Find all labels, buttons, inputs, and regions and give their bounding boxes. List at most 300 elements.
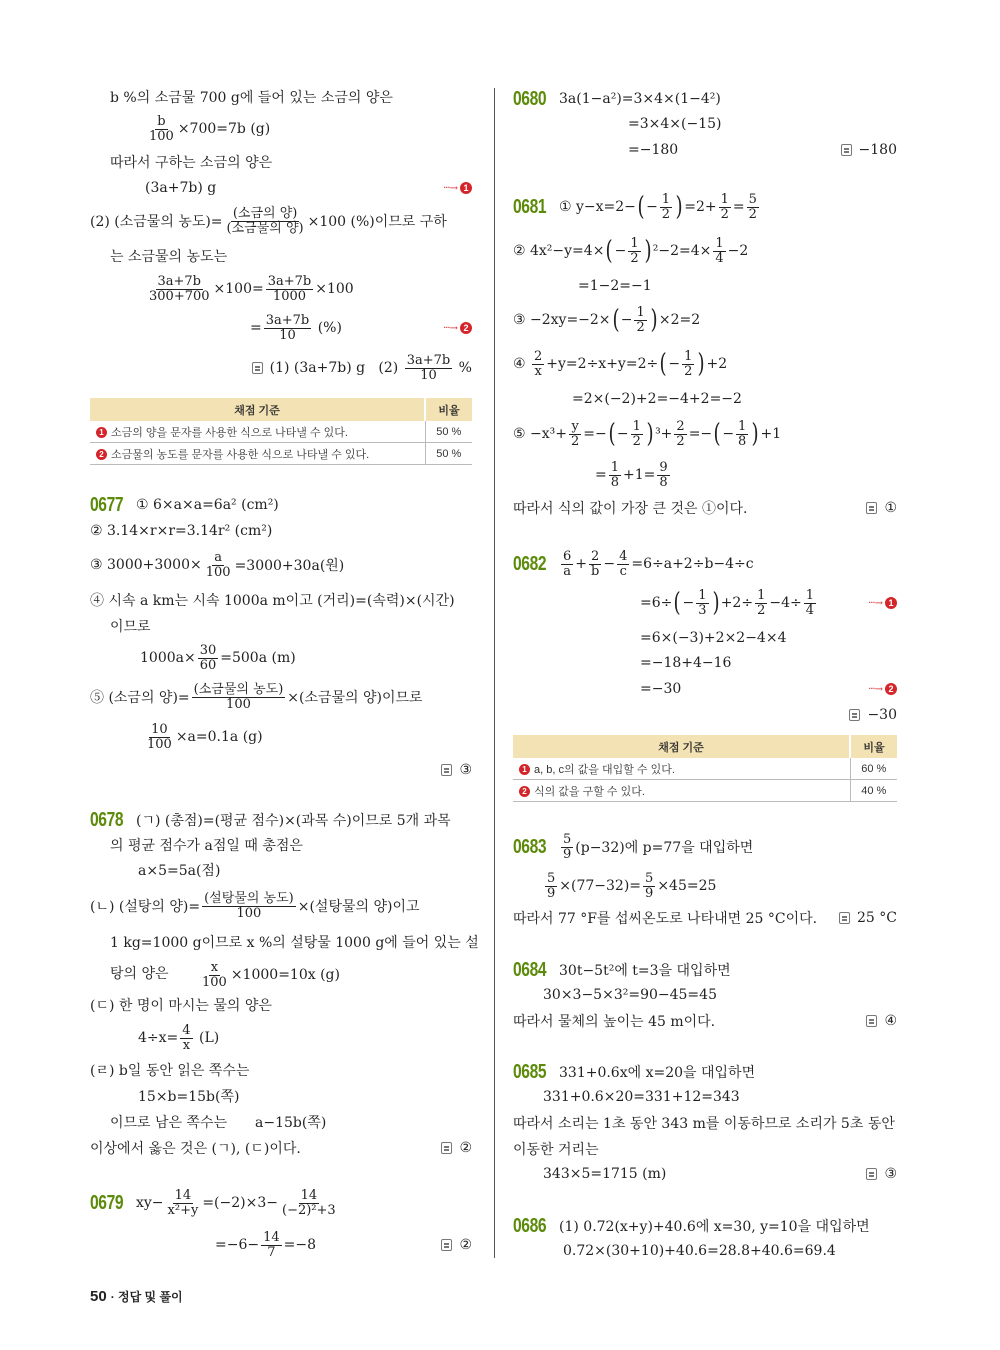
fraction — [266, 275, 314, 304]
answer — [441, 762, 472, 778]
numerator: 1 — [610, 459, 620, 475]
math-text: 따라서 식의 값이 가장 큰 것은 ①이다. — [513, 501, 748, 517]
solution-line — [250, 312, 342, 343]
math-text: b %의 소금물 700 g에 들어 있는 소금의 양은 — [110, 90, 393, 106]
answer-line — [441, 1135, 472, 1161]
denominator: 2 — [757, 602, 766, 618]
denominator: 100 — [149, 128, 174, 144]
solution-line — [572, 386, 742, 412]
numerator: 6 — [563, 548, 572, 564]
numerator: 4 — [619, 548, 628, 564]
big-parenthesis: ( — [659, 349, 667, 379]
math-text: 331+0.6×20=331+12=343 — [543, 1089, 740, 1105]
math-text: − — [620, 312, 633, 328]
criteria-header: 채점 기준 — [513, 735, 850, 758]
answer-text: (1) (3a+7b) g (2) — [269, 360, 403, 376]
fraction — [682, 350, 694, 379]
math-text: =6÷a+2÷b−4÷c — [631, 556, 754, 572]
math-text: =2×(−2)+2=−4+2=−2 — [572, 391, 742, 407]
math-text: 이므로 — [110, 619, 151, 635]
big-parenthesis: ( — [612, 305, 620, 335]
fraction — [631, 420, 643, 449]
numerator: 3a+7b — [157, 273, 202, 289]
problem-number: 0678 — [90, 808, 124, 831]
denominator: 2 — [676, 433, 685, 449]
answer — [252, 360, 403, 376]
solution-line — [138, 1083, 239, 1109]
solution-line — [90, 1057, 249, 1083]
problem-number: 0679 — [90, 1191, 124, 1214]
numerator: 4 — [182, 1022, 191, 1038]
grading-criteria-table — [90, 398, 472, 465]
table-row — [513, 758, 897, 780]
problem-0680 — [513, 86, 721, 112]
math-text: =3000+30a(원) — [234, 558, 345, 574]
math-text: (L) — [194, 1030, 220, 1046]
problem-number: 0685 — [513, 1060, 547, 1083]
footer-title: · 정답 및 풀이 — [110, 1290, 183, 1304]
criteria-text: 식의 값을 구할 수 있다. — [534, 785, 645, 798]
denominator: 2 — [630, 250, 639, 266]
solution-line — [138, 857, 220, 883]
denominator: b — [591, 563, 600, 579]
ratio-value: 50 % — [425, 443, 472, 465]
fraction — [280, 1189, 338, 1218]
solution-line — [90, 205, 447, 236]
denominator: 100 — [147, 736, 172, 752]
denominator: 9 — [563, 846, 572, 862]
math-text: =6÷ — [640, 595, 673, 611]
denominator: 8 — [610, 474, 620, 490]
solution-line — [543, 982, 717, 1008]
solution-line — [110, 1109, 227, 1135]
solution-line — [640, 587, 818, 618]
math-text: xy− — [136, 1195, 164, 1211]
answer-line — [866, 1008, 897, 1034]
answer — [441, 1140, 472, 1156]
denominator: x — [182, 1037, 191, 1053]
answer — [866, 1166, 897, 1182]
numerator: x — [210, 959, 219, 975]
solution-line — [513, 348, 728, 379]
answer — [866, 500, 897, 516]
denominator: 2 — [748, 206, 757, 222]
math-text: − — [616, 426, 629, 442]
denominator: a — [563, 563, 572, 579]
solution-line — [255, 1109, 326, 1135]
math-text: (ㄹ) b일 동안 읽은 쪽수는 — [90, 1063, 250, 1079]
numerator: 1 — [630, 235, 639, 251]
answer-text: −180 — [858, 142, 897, 158]
numerator: 14 — [174, 1187, 192, 1203]
math-text: 이동한 거리는 — [513, 1142, 599, 1158]
big-parenthesis: ( — [713, 419, 721, 449]
math-text: 따라서 77 °F를 섭씨온도로 나타내면 25 °C이다. — [513, 911, 818, 927]
denominator: 100 — [236, 905, 262, 921]
answer-icon — [849, 709, 860, 721]
math-text: +1 — [760, 426, 782, 442]
denominator: 4 — [805, 602, 815, 618]
column-divider — [494, 88, 495, 1258]
problem-number: 0681 — [513, 195, 547, 218]
step-marker — [443, 182, 472, 194]
problem-number: 0680 — [513, 87, 547, 110]
step-number-icon: 2 — [885, 683, 897, 695]
numerator: 2 — [534, 348, 543, 364]
grading-criteria-table — [513, 735, 897, 802]
solution-line — [513, 905, 817, 931]
denominator: 2 — [636, 319, 645, 335]
answer-icon — [866, 502, 877, 514]
fraction — [145, 723, 174, 752]
solution-line — [110, 243, 227, 269]
math-text: =−30 — [640, 681, 682, 697]
fraction — [166, 1189, 201, 1218]
fraction — [657, 461, 669, 490]
denominator: 300+700 — [149, 288, 210, 304]
math-text: = — [732, 199, 745, 215]
answer-line — [841, 137, 897, 163]
problem-0683 — [513, 831, 754, 862]
solution-line — [640, 676, 681, 702]
solution-line — [513, 235, 749, 266]
fraction — [147, 275, 212, 304]
math-text: =(−2)×3− — [202, 1195, 278, 1211]
step-number-icon: 2 — [460, 322, 472, 334]
answer-line — [839, 905, 897, 931]
solution-line — [543, 1161, 666, 1187]
math-text: ① y−x=2− — [559, 199, 636, 215]
math-text: (ㄱ) (총점)=(평균 점수)×(과목 수)이므로 5개 과목 — [136, 813, 451, 829]
solution-line — [110, 84, 393, 110]
solution-line — [110, 149, 272, 175]
math-text: +1= — [623, 467, 656, 483]
math-text: 3a(1−a²)=3×4×(1−4²) — [559, 91, 721, 107]
math-text: =500a (m) — [220, 650, 296, 666]
fraction — [755, 589, 767, 618]
math-text: ④ — [513, 356, 531, 372]
math-text: =1−2=−1 — [578, 278, 652, 294]
denominator: 7 — [267, 1244, 276, 1260]
numerator: 5 — [563, 831, 572, 847]
fraction — [264, 314, 312, 343]
criteria-text: 소금의 양을 문자를 사용한 식으로 나타낼 수 있다. — [111, 426, 348, 439]
fraction — [634, 306, 646, 335]
step-number-icon: 1 — [460, 182, 472, 194]
page-number: 50 — [90, 1288, 107, 1305]
big-parenthesis: ) — [712, 588, 720, 618]
fraction — [696, 589, 708, 618]
math-text: =−6− — [215, 1237, 260, 1253]
math-text: 따라서 소리는 1초 동안 343 m를 이동하므로 소리가 5초 동안 — [513, 1116, 895, 1132]
numerator: b — [157, 113, 166, 129]
numerator: 5 — [547, 870, 556, 886]
criteria-header: 채점 기준 — [90, 398, 425, 421]
math-text: % — [454, 360, 472, 376]
page-footer — [90, 1288, 183, 1305]
solution-line — [90, 518, 272, 544]
table-row — [90, 443, 472, 465]
table-row — [90, 421, 472, 443]
numerator: 1 — [698, 587, 707, 603]
numerator: 1 — [636, 304, 645, 320]
fraction — [532, 350, 544, 379]
math-text: − — [682, 595, 695, 611]
fraction — [609, 461, 621, 490]
numerator: (소금의 양) — [232, 205, 298, 221]
math-text: =3×4×(−15) — [628, 116, 722, 132]
answer-icon — [866, 1015, 877, 1027]
big-parenthesis: ( — [637, 192, 645, 222]
problem-number: 0683 — [513, 835, 547, 858]
fraction — [747, 193, 759, 222]
answer-text: ④ — [884, 1013, 897, 1029]
math-text: −2 — [727, 243, 749, 259]
math-text: 343×5=1715 (m) — [543, 1166, 667, 1182]
step-1-marker-icon: 1 — [519, 764, 530, 775]
solution-line — [138, 1022, 220, 1053]
answer-icon — [841, 144, 852, 156]
answer — [866, 1013, 897, 1029]
math-text: 따라서 구하는 소금의 양은 — [110, 155, 273, 171]
math-text: ② 3.14×r×r=3.14r² (cm²) — [90, 523, 273, 539]
fraction — [405, 354, 453, 383]
arrow-icon: ···→ — [868, 683, 882, 695]
arrow-icon: ···→ — [868, 597, 882, 609]
numerator: 1 — [715, 235, 724, 251]
numerator: 10 — [151, 721, 168, 737]
fraction — [628, 237, 640, 266]
math-text: 이상에서 옳은 것은 (ㄱ), (ㄷ)이다. — [90, 1141, 301, 1157]
denominator: 9 — [645, 885, 654, 901]
numerator: 3a+7b — [265, 312, 310, 328]
denominator: 9 — [547, 885, 556, 901]
denominator: 1000 — [272, 288, 307, 304]
solution-line — [513, 418, 782, 449]
math-text: = — [250, 320, 262, 336]
problem-number: 0686 — [513, 1214, 547, 1237]
math-text: 1000a× — [140, 650, 196, 666]
big-parenthesis: ) — [650, 305, 658, 335]
solution-line — [628, 111, 721, 137]
math-text: + — [575, 556, 588, 572]
math-text: ② 4x²−y=4× — [513, 243, 605, 259]
solution-line — [543, 1084, 740, 1110]
fraction — [660, 193, 672, 222]
big-parenthesis: ( — [673, 588, 682, 618]
math-text: =− — [583, 426, 607, 442]
math-text: ×1000=10x (g) — [230, 967, 340, 983]
math-text: (%) — [313, 320, 342, 336]
solution-line — [513, 495, 748, 521]
step-number-icon: 1 — [885, 597, 897, 609]
math-text: ① 6×a×a=6a² (cm²) — [136, 497, 279, 513]
problem-0678 — [90, 807, 451, 833]
ratio-header: 비율 — [425, 398, 472, 421]
math-text: ⑤ (소금의 양)= — [90, 690, 190, 706]
solution-line — [110, 929, 479, 955]
answer-text: ② — [459, 1140, 472, 1156]
denominator: 2 — [684, 363, 693, 379]
denominator: 8 — [659, 474, 668, 490]
denominator: 3 — [698, 602, 707, 618]
math-text: =−180 — [628, 142, 679, 158]
math-text: ×100= — [213, 281, 264, 297]
solution-line — [513, 1136, 599, 1162]
numerator: 9 — [659, 459, 668, 475]
arrow-icon: ···→ — [443, 322, 457, 334]
math-text: +y=2÷x+y=2÷ — [546, 356, 659, 372]
math-text: =−18+4−16 — [640, 655, 732, 671]
math-text: =− — [688, 426, 713, 442]
denominator: c — [619, 563, 627, 579]
math-text: 15×b=15b(쪽) — [138, 1089, 240, 1105]
answer — [839, 910, 897, 926]
numerator: a — [214, 549, 223, 565]
math-text: 30×3−5×3²=90−45=45 — [543, 987, 717, 1003]
math-text: 탕의 양은 — [110, 966, 169, 982]
ratio-value: 60 % — [850, 758, 897, 780]
big-parenthesis: ) — [751, 419, 759, 449]
numerator: 3a+7b — [267, 273, 312, 289]
step-2-marker-icon: 2 — [519, 786, 530, 797]
math-text: 는 소금물의 농도는 — [110, 249, 228, 265]
math-text: ×100 (%)이므로 구하 — [307, 214, 447, 230]
fraction — [719, 193, 731, 222]
criteria-text: a, b, c의 값을 대입할 수 있다. — [534, 763, 675, 776]
solution-line — [563, 1238, 836, 1264]
numerator: 14 — [300, 1187, 318, 1203]
math-text: − — [603, 556, 616, 572]
math-text: = — [595, 467, 607, 483]
solution-line — [215, 1229, 317, 1260]
fraction — [674, 420, 686, 449]
math-text: ×(소금물의 양)이므로 — [287, 690, 423, 706]
solution-line — [578, 273, 652, 299]
math-text: a−15b(쪽) — [255, 1115, 327, 1131]
answer — [441, 1237, 472, 1253]
math-text: −4÷ — [769, 595, 802, 611]
answer-line — [252, 352, 472, 383]
math-text: 의 평균 점수가 a점일 때 총점은 — [110, 838, 303, 854]
step-2-marker-icon: 2 — [96, 449, 107, 460]
denominator: 60 — [199, 657, 217, 673]
fraction — [147, 115, 176, 144]
math-text: +2÷ — [720, 595, 754, 611]
problem-0682 — [513, 548, 754, 579]
math-text: 1 kg=1000 g이므로 x %의 설탕물 1000 g에 들어 있는 설 — [110, 935, 479, 951]
step-marker — [868, 676, 897, 702]
fraction — [180, 1024, 192, 1053]
math-text: − — [722, 426, 735, 442]
answer-text: ③ — [459, 762, 472, 778]
table-row — [513, 780, 897, 802]
solution-line — [628, 137, 678, 163]
solution-line — [145, 273, 354, 304]
answer-line — [866, 495, 897, 521]
math-text: ×700=7b (g) — [177, 121, 271, 137]
problem-number: 0682 — [513, 552, 547, 575]
answer-icon — [441, 1142, 452, 1154]
math-text: ×100 — [315, 281, 354, 297]
math-text: 따라서 물체의 높이는 45 m이다. — [513, 1014, 716, 1030]
answer-line — [441, 757, 472, 783]
step-marker — [443, 315, 472, 341]
math-text: − — [646, 199, 658, 215]
solution-line — [198, 959, 340, 990]
denominator: 8 — [738, 433, 747, 449]
big-parenthesis: ( — [608, 419, 616, 449]
math-text: 0.72×(30+10)+40.6=28.8+40.6=69.4 — [563, 1243, 836, 1259]
numerator: 2 — [676, 418, 685, 434]
answer-icon — [839, 912, 850, 924]
math-text: =6×(−3)+2×2−4×4 — [640, 630, 787, 646]
math-text: =2+ — [684, 199, 717, 215]
problem-0684 — [513, 957, 731, 983]
denominator: 2 — [661, 206, 671, 222]
math-text: =−8 — [283, 1237, 317, 1253]
math-text: (3a+7b) g — [145, 180, 217, 196]
solution-line — [90, 587, 455, 613]
answer-icon — [441, 1239, 452, 1251]
denominator: 100 — [202, 974, 227, 990]
math-text: (1) 0.72(x+y)+40.6에 x=30, y=10을 대입하면 — [559, 1219, 870, 1235]
answer — [849, 707, 897, 723]
solution-line — [90, 890, 420, 921]
solution-line — [513, 1008, 715, 1034]
fraction — [192, 683, 286, 712]
solution-line — [143, 721, 263, 752]
solution-line — [110, 960, 169, 986]
math-text: (ㄷ) 한 명이 마시는 물의 양은 — [90, 998, 272, 1014]
solution-line — [90, 681, 423, 712]
math-text: ③ 3000+3000× — [90, 557, 202, 573]
solution-line — [145, 113, 271, 144]
problem-0686 — [513, 1213, 870, 1239]
solution-line — [140, 642, 296, 673]
math-text: ⑤ −x³+ — [513, 426, 567, 442]
criteria-text: 소금물의 농도를 문자를 사용한 식으로 나타낼 수 있다. — [111, 448, 370, 461]
fraction — [202, 892, 296, 921]
fraction — [589, 550, 601, 579]
denominator: (소금물의 양) — [226, 220, 304, 236]
numerator: 1 — [632, 418, 641, 434]
numerator: 2 — [591, 548, 600, 564]
ratio-value: 50 % — [425, 421, 472, 443]
numerator: 1 — [738, 418, 747, 434]
denominator: x²+y — [167, 1202, 199, 1218]
math-text: − — [668, 356, 681, 372]
problem-0677 — [90, 492, 279, 518]
solution-line — [90, 549, 345, 580]
numerator: 1 — [720, 191, 729, 207]
solution-line — [640, 650, 731, 676]
solution-line — [90, 992, 272, 1018]
solution-line — [513, 1110, 895, 1136]
denominator: 2 — [632, 433, 641, 449]
problem-0679 — [90, 1187, 340, 1218]
fraction — [713, 237, 725, 266]
step-marker — [868, 597, 897, 609]
solution-line — [90, 1135, 301, 1161]
answer-icon — [252, 362, 263, 374]
step-marker — [443, 175, 472, 201]
big-parenthesis: ) — [675, 192, 683, 222]
answer-line — [441, 1232, 472, 1258]
solution-line — [640, 625, 786, 651]
step-1-marker-icon: 1 — [96, 427, 107, 438]
numerator: 30 — [199, 642, 217, 658]
